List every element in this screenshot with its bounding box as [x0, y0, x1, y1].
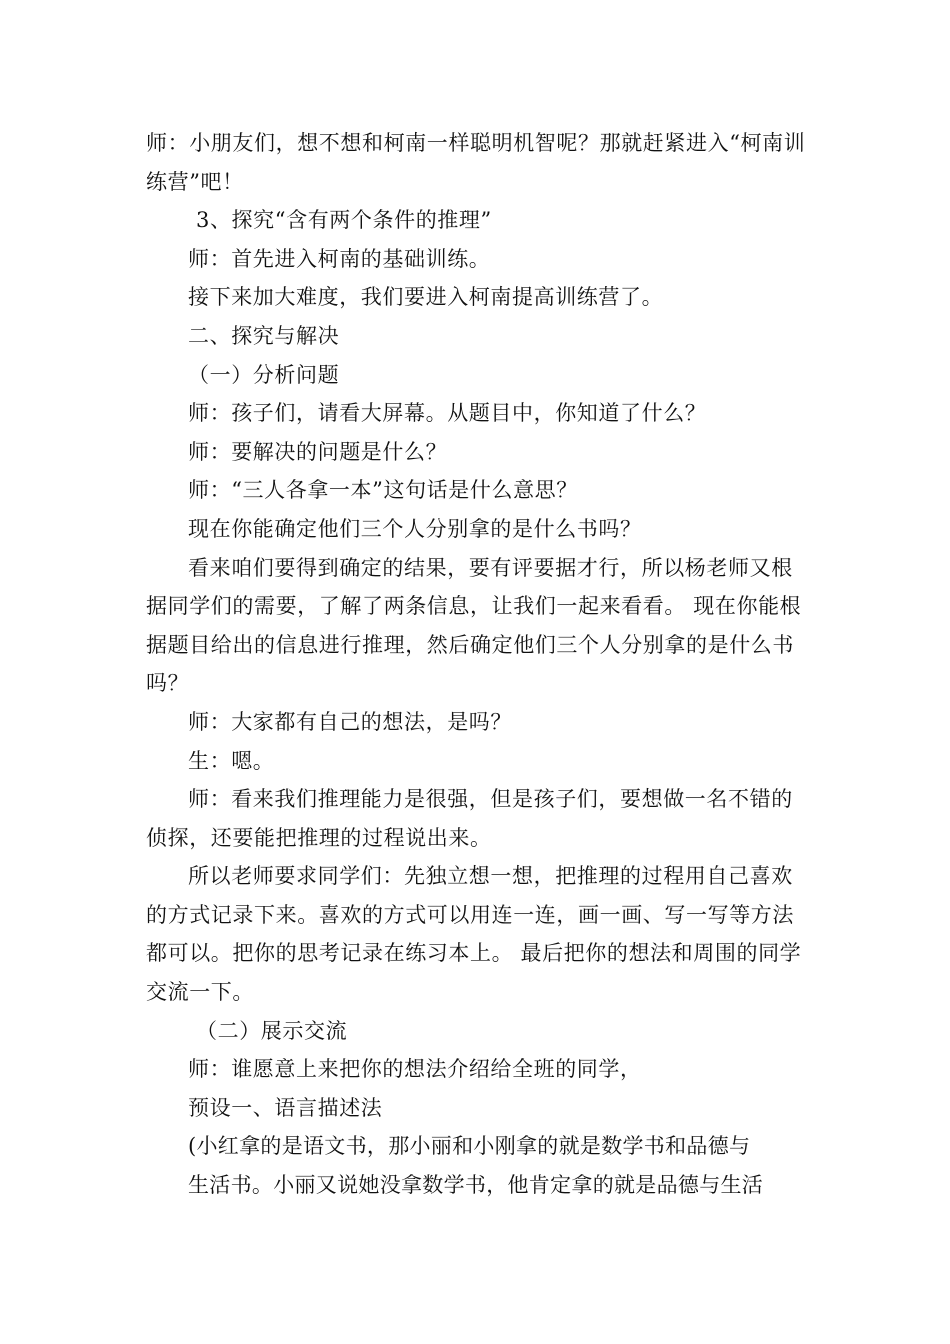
paragraph-student-reply: 生：嗯。 [188, 748, 275, 773]
heading-explore-and-solve: 二、探究与解决 [188, 323, 340, 348]
paragraph-advanced-training: 接下来加大难度，我们要进入柯南提高训练营了。 [188, 285, 664, 310]
paragraph-preset-one: 预设一、语言描述法 [188, 1095, 383, 1120]
paragraph-look-at-screen: 师：孩子们，请看大屏幕。从题目中，你知道了什么？ [188, 401, 707, 426]
heading-analyze-problem: （一）分析问题 [188, 362, 340, 387]
paragraph-description-line-2: 生活书。小丽又说她没拿数学书，他肯定拿的就是品德与生活 [188, 1173, 764, 1198]
paragraph-strong-reasoning: 师：看来我们推理能力是很强，但是孩子们，要想做一名不错的侦探，还要能把推理的过程说出来。 [146, 787, 793, 850]
paragraph-requirements: 所以老师要求同学们：先独立想一想，把推理的过程用自己喜欢的方式记录下来。喜欢的方式可以用连一连，画一画、写一写等方法都可以。把你的思考记录在练习本上。 最后把你的想法和周围的同学交流一下。 [146, 864, 802, 1005]
paragraph-basic-training: 师：首先进入柯南的基础训练。 [188, 246, 491, 271]
paragraph-sentence-meaning: 师：“三人各拿一本”这句话是什么意思？ [188, 478, 578, 503]
paragraph-can-you-determine: 现在你能确定他们三个人分别拿的是什么书吗？ [188, 516, 642, 541]
heading-show-and-share: （二）展示交流 [196, 1018, 348, 1043]
paragraph-own-ideas: 师：大家都有自己的想法，是吗？ [188, 709, 512, 734]
paragraph-description-line-1: (小红拿的是语文书，那小丽和小刚拿的就是数学书和品德与 [188, 1134, 751, 1159]
paragraph-section-3-heading: 3、探究“含有两个条件的推理” [196, 208, 492, 233]
paragraph-teacher-intro: 师：小朋友们，想不想和柯南一样聪明机智呢？那就赶紧进入“柯南训练营”吧！ [146, 131, 806, 194]
paragraph-problem-to-solve: 师：要解决的问题是什么？ [188, 439, 448, 464]
paragraph-two-clues: 看来咱们要得到确定的结果，要有评要据才行，所以杨老师又根据同学们的需要，了解了两条信息，让我们一起来看看。 现在你能根据题目给出的信息进行推理，然后确定他们三个人分别拿的是什么书吗？ [146, 555, 802, 696]
document-body [146, 124, 810, 1205]
paragraph-who-volunteers: 师：谁愿意上来把你的想法介绍给全班的同学， [188, 1057, 642, 1082]
